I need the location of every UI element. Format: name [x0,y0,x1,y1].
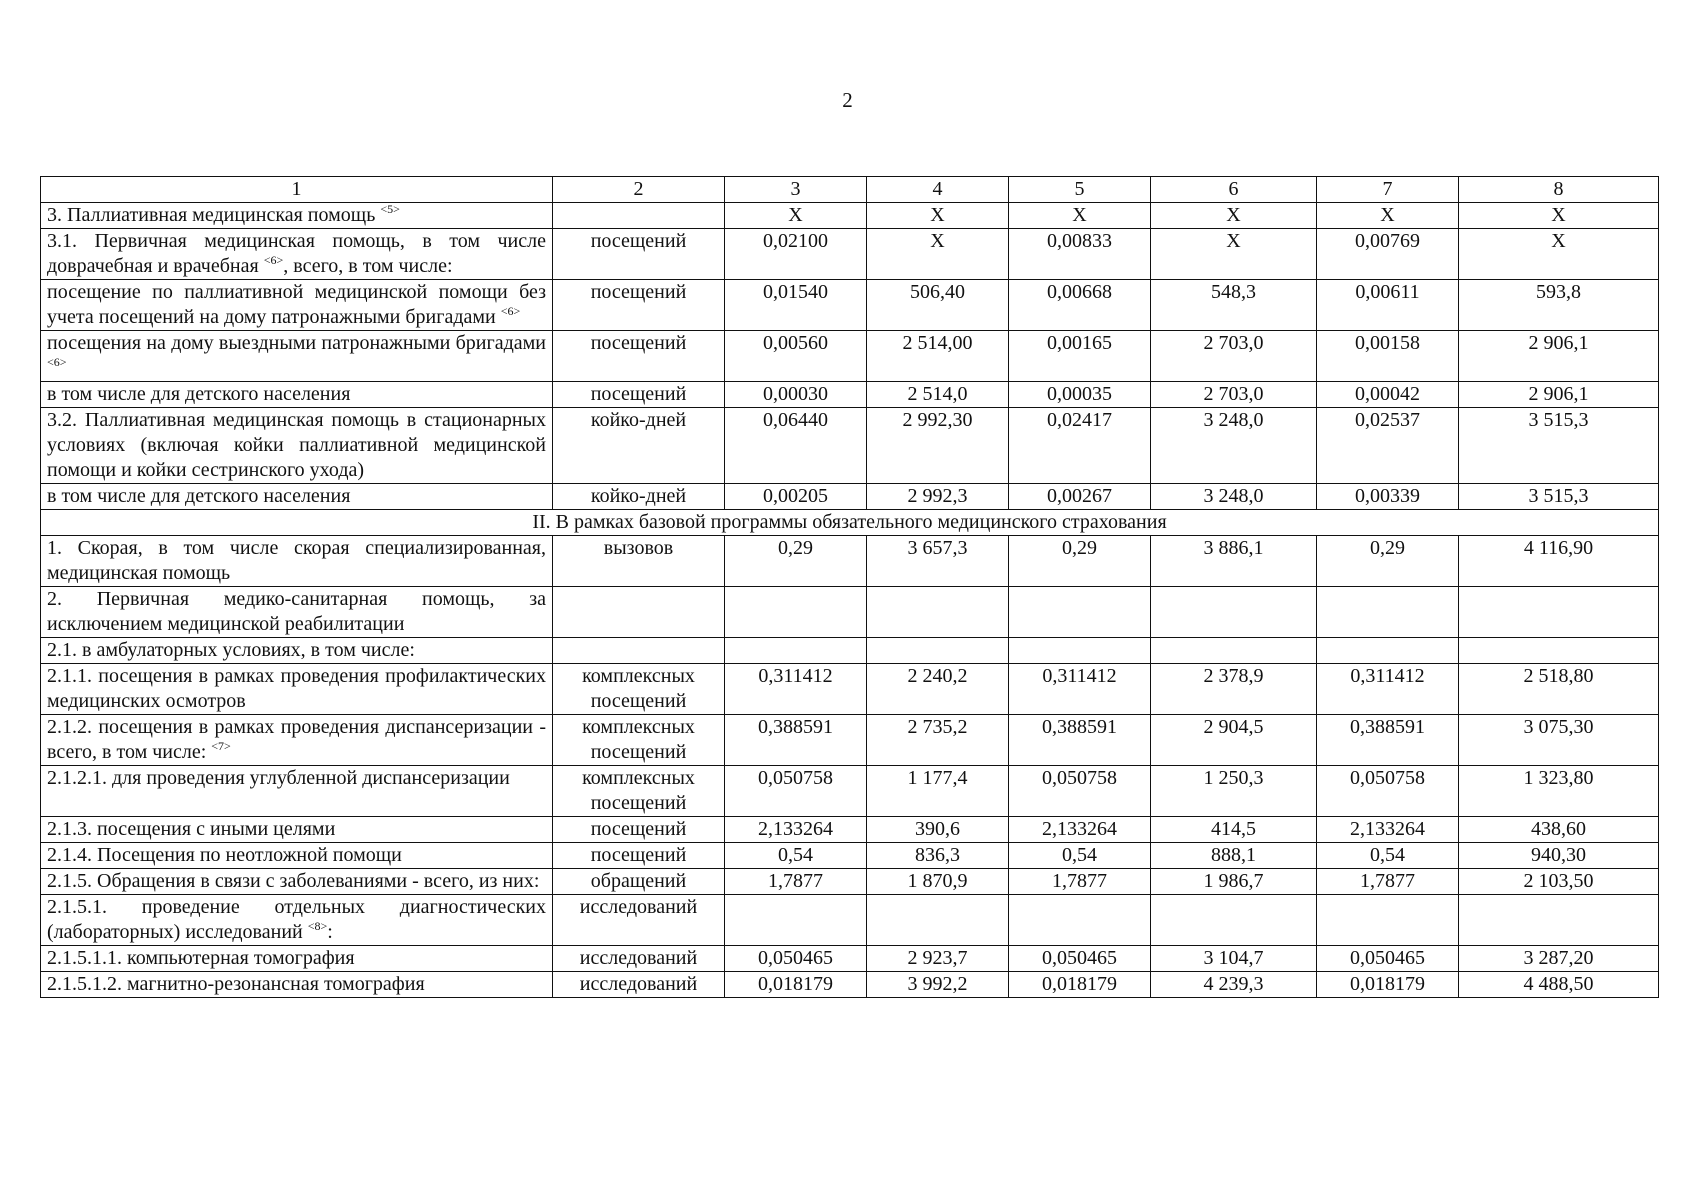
value-cell-col5: 0,00165 [1009,331,1151,382]
value-cell-col6: X [1151,229,1317,280]
footnote-ref: <6> [500,304,521,318]
unit-cell: комплексных посещений [553,766,725,817]
value-cell-col7: 0,311412 [1317,664,1459,715]
value-cell-col3: 0,050758 [725,766,867,817]
value-cell-col4: 3 992,2 [867,972,1009,998]
row-name: 2.1.1. посещения в рамках проведения профилактических медицинских осмотров [47,665,546,712]
row-name-cell [41,664,553,715]
unit-cell: посещений [553,843,725,869]
value-cell-col6: 3 248,0 [1151,484,1317,510]
footnote-ref: <6> [47,355,67,369]
unit-cell: посещений [553,331,725,382]
unit-cell: комплексных посещений [553,715,725,766]
value-cell-col3: 0,311412 [725,664,867,715]
value-cell-col7: 0,54 [1317,843,1459,869]
table-row [41,638,1659,664]
value-cell-col5 [1009,895,1151,946]
value-cell-col8: 2 103,50 [1459,869,1659,895]
row-name: 2.1.5. Обращения в связи с заболеваниями - всего, из них: [47,870,540,892]
column-header-1: 1 [41,177,553,203]
unit-cell: посещений [553,280,725,331]
value-cell-col8: 2 906,1 [1459,331,1659,382]
value-cell-col8: 3 515,3 [1459,484,1659,510]
row-name: 1. Скорая, в том числе скорая специализированная, медицинская помощь [47,537,546,584]
value-cell-col4: 2 514,0 [867,382,1009,408]
row-name: в том числе для детского населения [47,383,351,405]
value-cell-col4: X [867,203,1009,229]
table-row [41,766,1659,817]
value-cell-col4: 1 870,9 [867,869,1009,895]
value-cell-col5: 0,29 [1009,536,1151,587]
section-title: II. В рамках базовой программы обязательного медицинского страхования [41,510,1659,536]
page-number: 2 [842,88,853,112]
table-row [41,715,1659,766]
column-header-8: 8 [1459,177,1659,203]
table-row [41,408,1659,484]
value-cell-col3: 0,29 [725,536,867,587]
unit-cell: исследований [553,972,725,998]
value-cell-col7: 0,388591 [1317,715,1459,766]
value-cell-col3: 1,7877 [725,869,867,895]
value-cell-col6: 1 250,3 [1151,766,1317,817]
table-row [41,229,1659,280]
value-cell-col8: 4 116,90 [1459,536,1659,587]
table-row [41,869,1659,895]
row-name: 2.1.2.1. для проведения углубленной диспансеризации [47,767,510,789]
value-cell-col3: 0,06440 [725,408,867,484]
value-cell-col4: 2 240,2 [867,664,1009,715]
value-cell-col3: X [725,203,867,229]
value-cell-col7: 0,018179 [1317,972,1459,998]
table-row [41,817,1659,843]
value-cell-col5: 0,02417 [1009,408,1151,484]
table-row [41,331,1659,382]
value-cell-col5: 0,050758 [1009,766,1151,817]
value-cell-col4: X [867,229,1009,280]
unit-cell: посещений [553,229,725,280]
value-cell-col3: 0,00560 [725,331,867,382]
value-cell-col4: 390,6 [867,817,1009,843]
value-cell-col3 [725,587,867,638]
table-row [41,536,1659,587]
value-cell-col7: 0,29 [1317,536,1459,587]
value-cell-col4: 2 992,30 [867,408,1009,484]
value-cell-col5: 0,00267 [1009,484,1151,510]
value-cell-col3: 0,02100 [725,229,867,280]
row-name: 2.1.4. Посещения по неотложной помощи [47,844,402,866]
table-row [41,382,1659,408]
row-name-suffix: : [327,921,333,943]
row-name-suffix: , всего, в том числе: [283,255,453,277]
row-name: 2. Первичная медико-санитарная помощь, за исключением медицинской реабилитации [47,588,546,635]
value-cell-col8: 4 488,50 [1459,972,1659,998]
value-cell-col8: 593,8 [1459,280,1659,331]
unit-cell: койко-дней [553,408,725,484]
row-name-cell [41,817,553,843]
footnote-ref: <8> [307,919,328,933]
value-cell-col7: 0,00339 [1317,484,1459,510]
row-name-cell [41,946,553,972]
row-name: 2.1.2. посещения в рамках проведения диспансеризации - всего, в том числе: [47,716,546,763]
row-name: 3.2. Паллиативная медицинская помощь в стационарных условиях (включая койки паллиативной медицинской помощи и койки сестринского ухода) [47,409,546,481]
table-header-row [41,177,1659,203]
value-cell-col6: 1 986,7 [1151,869,1317,895]
row-name-cell [41,972,553,998]
row-name-cell [41,229,553,280]
row-name: посещение по паллиативной медицинской помощи без учета посещений на дому патронажными бригадами [47,281,546,328]
table-row [41,587,1659,638]
unit-cell: вызовов [553,536,725,587]
value-cell-col5 [1009,638,1151,664]
value-cell-col6: 3 248,0 [1151,408,1317,484]
row-name-cell [41,766,553,817]
value-cell-col5: X [1009,203,1151,229]
unit-cell [553,638,725,664]
value-cell-col5: 0,54 [1009,843,1151,869]
table-row [41,895,1659,946]
value-cell-col6: 414,5 [1151,817,1317,843]
unit-cell: исследований [553,895,725,946]
value-cell-col6 [1151,638,1317,664]
value-cell-col8: X [1459,203,1659,229]
unit-cell: обращений [553,869,725,895]
value-cell-col7: 0,02537 [1317,408,1459,484]
value-cell-col4 [867,638,1009,664]
value-cell-col7: 0,050758 [1317,766,1459,817]
value-cell-col5: 0,00668 [1009,280,1151,331]
column-header-2: 2 [553,177,725,203]
value-cell-col4: 2 992,3 [867,484,1009,510]
value-cell-col4: 836,3 [867,843,1009,869]
unit-cell: комплексных посещений [553,664,725,715]
table-row [41,664,1659,715]
column-header-7: 7 [1317,177,1459,203]
table-row [41,280,1659,331]
value-cell-col3: 0,01540 [725,280,867,331]
value-cell-col3 [725,895,867,946]
table-row [41,203,1659,229]
value-cell-col4 [867,587,1009,638]
value-cell-col7: 0,00042 [1317,382,1459,408]
row-name-cell [41,587,553,638]
value-cell-col8: 3 287,20 [1459,946,1659,972]
value-cell-col7: 0,00611 [1317,280,1459,331]
row-name-cell [41,715,553,766]
value-cell-col5: 0,00833 [1009,229,1151,280]
column-header-3: 3 [725,177,867,203]
value-cell-col7: 2,133264 [1317,817,1459,843]
row-name-cell [41,895,553,946]
value-cell-col8: 3 075,30 [1459,715,1659,766]
footnote-ref: <5> [380,202,400,216]
value-cell-col5: 0,050465 [1009,946,1151,972]
value-cell-col4: 2 514,00 [867,331,1009,382]
value-cell-col6: 2 378,9 [1151,664,1317,715]
row-name-cell [41,536,553,587]
value-cell-col6: X [1151,203,1317,229]
value-cell-col5 [1009,587,1151,638]
row-name: 3. Паллиативная медицинская помощь [47,204,376,226]
value-cell-col4 [867,895,1009,946]
row-name: 2.1.3. посещения с иными целями [47,818,336,840]
value-cell-col4: 506,40 [867,280,1009,331]
value-cell-col5: 0,00035 [1009,382,1151,408]
value-cell-col7: 0,050465 [1317,946,1459,972]
unit-cell [553,587,725,638]
row-name: 2.1.5.1.1. компьютерная томография [47,947,355,969]
data-table-container [40,176,1658,998]
value-cell-col6: 3 886,1 [1151,536,1317,587]
value-cell-col5: 0,311412 [1009,664,1151,715]
row-name-cell [41,331,553,382]
unit-cell: исследований [553,946,725,972]
row-name: 2.1.5.1. проведение отдельных диагностических (лабораторных) исследований [47,896,546,943]
row-name: в том числе для детского населения [47,485,351,507]
footnote-ref: <6> [263,253,284,267]
value-cell-col3 [725,638,867,664]
value-cell-col8 [1459,638,1659,664]
unit-cell: койко-дней [553,484,725,510]
value-cell-col3: 0,00205 [725,484,867,510]
value-cell-col3: 0,018179 [725,972,867,998]
row-name-cell [41,484,553,510]
table-row [41,972,1659,998]
table-row [41,484,1659,510]
value-cell-col7: X [1317,203,1459,229]
value-cell-col5: 2,133264 [1009,817,1151,843]
column-header-4: 4 [867,177,1009,203]
value-cell-col3: 2,133264 [725,817,867,843]
row-name-cell [41,280,553,331]
column-header-6: 6 [1151,177,1317,203]
table-row [41,843,1659,869]
data-table [40,176,1659,998]
value-cell-col6: 548,3 [1151,280,1317,331]
value-cell-col6 [1151,895,1317,946]
value-cell-col8 [1459,895,1659,946]
value-cell-col3: 0,388591 [725,715,867,766]
row-name-cell [41,869,553,895]
value-cell-col5: 0,018179 [1009,972,1151,998]
value-cell-col4: 3 657,3 [867,536,1009,587]
row-name-cell [41,382,553,408]
value-cell-col7 [1317,895,1459,946]
value-cell-col7 [1317,638,1459,664]
row-name: 2.1. в амбулаторных условиях, в том числе: [47,639,415,661]
section-header-row [41,510,1659,536]
value-cell-col4: 1 177,4 [867,766,1009,817]
value-cell-col5: 1,7877 [1009,869,1151,895]
value-cell-col8: 1 323,80 [1459,766,1659,817]
value-cell-col6: 4 239,3 [1151,972,1317,998]
table-row [41,946,1659,972]
value-cell-col7: 0,00158 [1317,331,1459,382]
column-header-5: 5 [1009,177,1151,203]
value-cell-col8: X [1459,229,1659,280]
value-cell-col6: 888,1 [1151,843,1317,869]
value-cell-col4: 2 923,7 [867,946,1009,972]
value-cell-col5: 0,388591 [1009,715,1151,766]
value-cell-col8: 2 518,80 [1459,664,1659,715]
unit-cell: посещений [553,382,725,408]
unit-cell [553,203,725,229]
footnote-ref: <7> [211,739,231,753]
value-cell-col6 [1151,587,1317,638]
row-name-cell [41,638,553,664]
row-name-cell [41,843,553,869]
row-name: посещения на дому выездными патронажными бригадами [47,332,546,354]
value-cell-col7: 0,00769 [1317,229,1459,280]
table-body [41,203,1659,998]
row-name-cell [41,203,553,229]
value-cell-col6: 3 104,7 [1151,946,1317,972]
value-cell-col3: 0,00030 [725,382,867,408]
value-cell-col8: 940,30 [1459,843,1659,869]
value-cell-col8: 438,60 [1459,817,1659,843]
value-cell-col8 [1459,587,1659,638]
value-cell-col8: 2 906,1 [1459,382,1659,408]
value-cell-col4: 2 735,2 [867,715,1009,766]
value-cell-col7: 1,7877 [1317,869,1459,895]
value-cell-col6: 2 904,5 [1151,715,1317,766]
row-name: 3.1. Первичная медицинская помощь, в том числе доврачебная и врачебная [47,230,546,277]
value-cell-col6: 2 703,0 [1151,382,1317,408]
row-name-cell [41,408,553,484]
unit-cell: посещений [553,817,725,843]
row-name: 2.1.5.1.2. магнитно-резонансная томография [47,973,425,995]
value-cell-col8: 3 515,3 [1459,408,1659,484]
value-cell-col6: 2 703,0 [1151,331,1317,382]
value-cell-col3: 0,54 [725,843,867,869]
value-cell-col7 [1317,587,1459,638]
value-cell-col3: 0,050465 [725,946,867,972]
